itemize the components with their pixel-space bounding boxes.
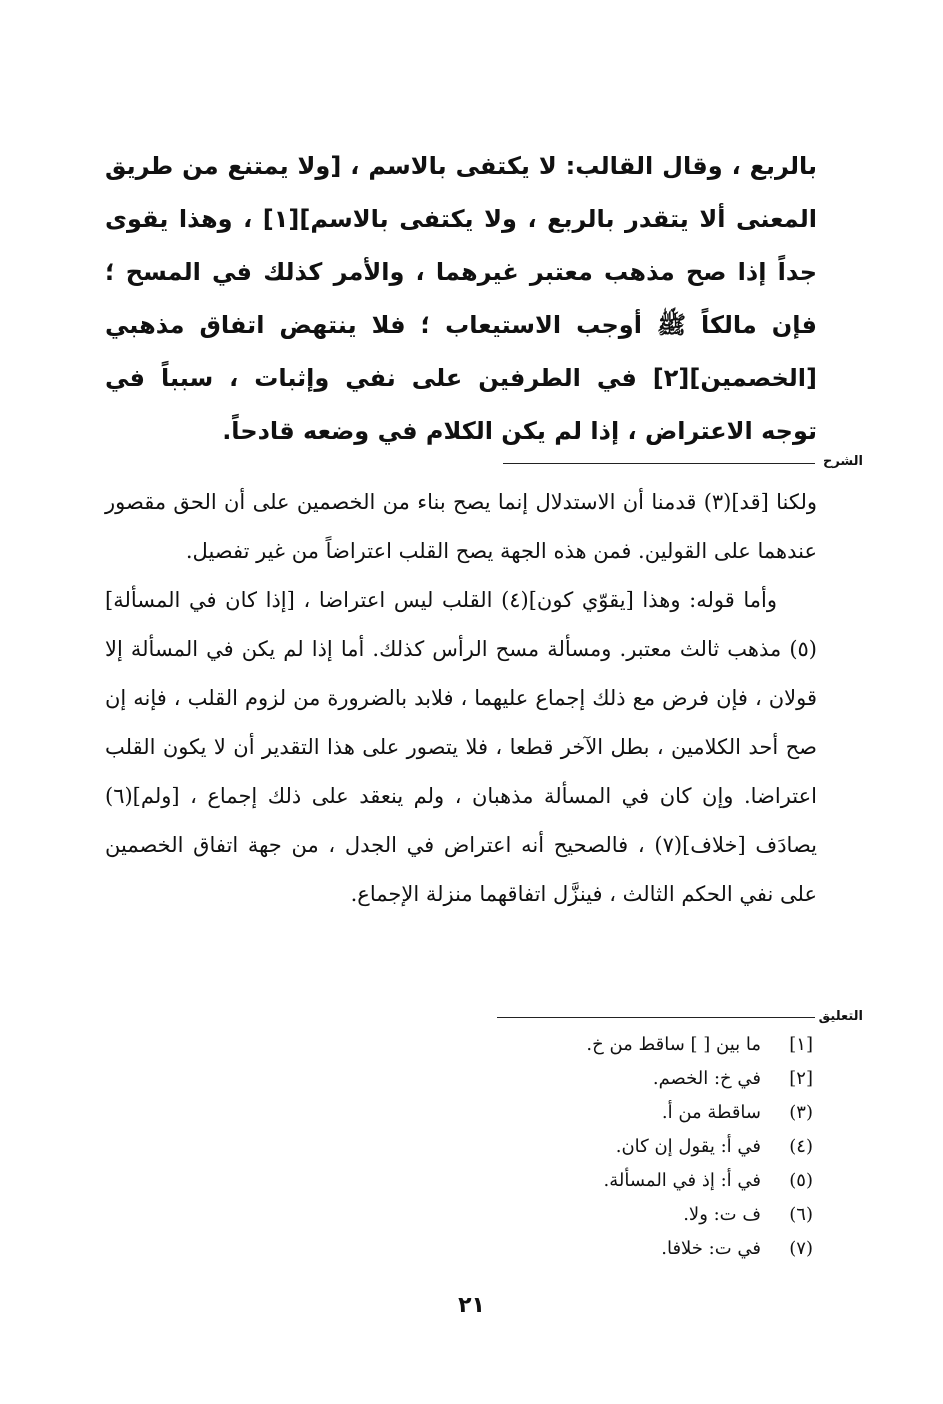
footnote-number: (٣) — [789, 1102, 813, 1123]
footnote-number: [٢] — [789, 1068, 813, 1089]
footnote-text: في ت: خلافا. — [661, 1238, 761, 1259]
notes-divider — [497, 1017, 815, 1018]
footnote-number: (٧) — [789, 1238, 813, 1259]
page-number: ٢١ — [458, 1293, 485, 1318]
footnote-text: في أ: يقول إن كان. — [615, 1136, 761, 1157]
footnote — [413, 1130, 813, 1164]
commentary-text — [105, 478, 817, 919]
main-text — [105, 140, 817, 458]
notes-label: التعليق — [818, 1009, 863, 1024]
footnote — [413, 1232, 813, 1266]
footnote-text: ساقطة من أ. — [661, 1102, 761, 1123]
footnote — [413, 1096, 813, 1130]
commentary-label: الشرح — [822, 454, 863, 469]
footnote-number: (٤) — [789, 1136, 813, 1157]
commentary-paragraph-2: وأما قوله: وهذا [يقوّي كون](٤) القلب ليس اعتراضا ، [إذا كان في المسألة](٥) مذهب ثالث معتبر. ومسألة مسح الرأس كذلك. أما إذا لم يكن في المسألة إلا قولان ، فإن فرض مع ذلك إجماع عليهما ، فلابد بالضرورة من لزوم القلب ، فإنه إن صح أحد الكلامين ، بطل الآخر قطعا ، فلا يتصور على هذا التقدير أن لا يكون القلب اعتراضا. وإن كان في المسألة مذهبان ، ولم ينعقد على ذلك إجماع ، [ولم](٦) يصادَف [خلاف](٧) ، فالصحيح أنه اعتراض في الجدل ، من جهة اتفاق الخصمين على نفي الحكم الثالث ، فينزَّل اتفاقهما منزلة الإجماع. — [105, 588, 818, 906]
footnote — [413, 1198, 813, 1232]
footnote — [413, 1164, 813, 1198]
footnote-number: [١] — [789, 1034, 813, 1055]
footnotes — [413, 1028, 813, 1266]
commentary-divider — [503, 463, 815, 464]
footnote-number: (٥) — [789, 1170, 813, 1191]
footnote-number: (٦) — [789, 1204, 813, 1225]
footnote-text: في أ: إذ في المسألة. — [603, 1170, 761, 1191]
main-paragraph: بالربع ، وقال القالب: لا يكتفى بالاسم ، [ولا يمتنع من طريق المعنى ألا يتقدر بالربع ، ولا يكتفى بالاسم][١] ، وهذا يقوى جداً إذا صح مذهب معتبر غيرهما ، والأمر كذلك في المسح ؛ فإن مالكاً ﷺ أوجب الاستيعاب ؛ فلا ينتهض اتفاق مذهبي [الخصمين][٢] في الطرفين على نفي وإثبات ، سبباً في توجه الاعتراض ، إذا لم يكن الكلام في وضعه قادحاً. — [105, 152, 817, 445]
footnote — [413, 1062, 813, 1096]
footnote — [413, 1028, 813, 1062]
footnote-text: ما بين [ ] ساقط من خ. — [586, 1034, 761, 1055]
footnote-text: في خ: الخصم. — [652, 1068, 761, 1089]
commentary-paragraph-1: ولكنا [قد](٣) قدمنا أن الاستدلال إنما يصح بناء من الخصمين على أن الحق مقصور عندهما على القولين. فمن هذه الجهة يصح القلب اعتراضاً من غير تفصيل. — [105, 490, 817, 563]
footnote-text: ف ت: ولا. — [683, 1204, 761, 1225]
